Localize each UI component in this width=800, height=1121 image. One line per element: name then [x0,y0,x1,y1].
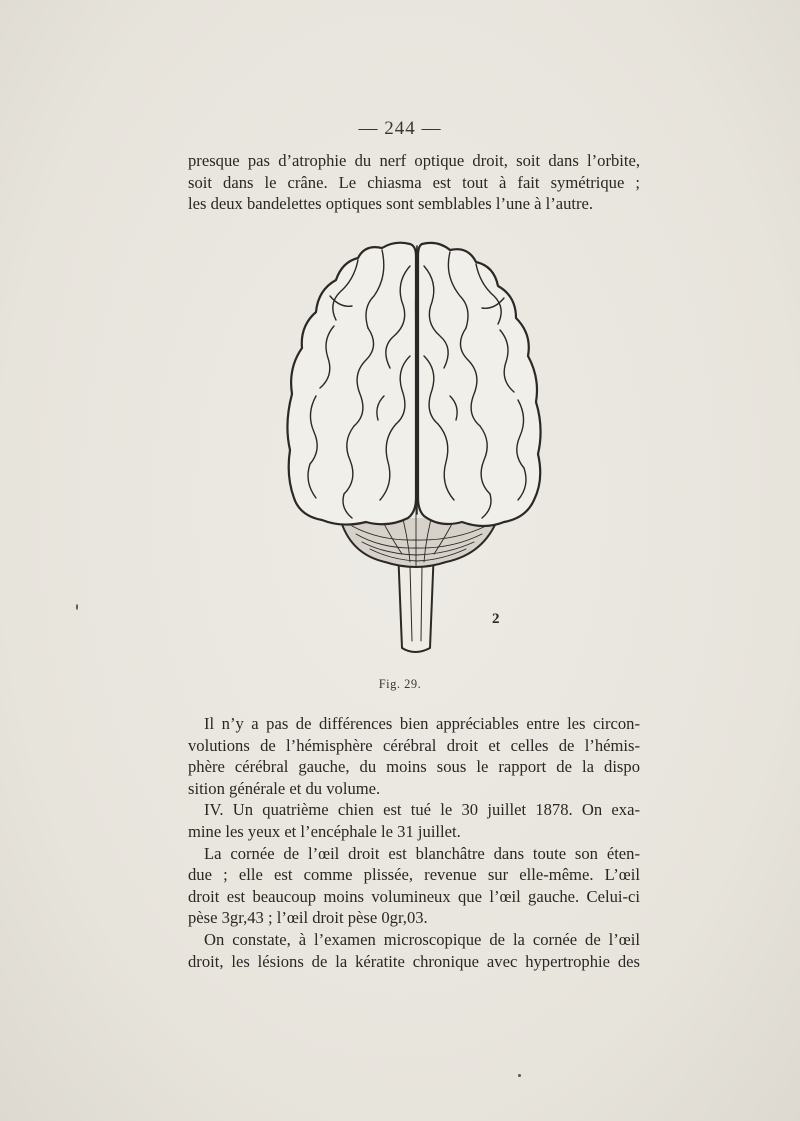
ink-speck [518,1074,521,1077]
paragraph [188,713,640,799]
text-line: On constate, à l’examen microscopique de la cornée de l’œil [204,929,640,949]
body-text [188,713,640,972]
text-line: IV. Un quatrième chien est tué le 30 juillet 1878. On exa- [204,800,640,820]
text-line: mine les yeux et l’encéphale le 31 juillet. [188,821,461,841]
text-line: pèse 3gr,43 ; l’œil droit pèse 0gr,03. [188,908,428,928]
page-number: — 244 — [358,118,442,139]
text-line: presque pas d’atrophie du nerf optique droit, soit dans l’orbite, [188,151,640,170]
figure-caption: Fig. 29. [378,677,422,691]
brain-figure [270,236,560,666]
paragraph [188,799,640,842]
text-line: phère cérébral gauche, du moins sous le rapport de la dispo [188,757,640,777]
text-line: sition générale et du volume. [188,778,381,798]
text-line: soit dans le crâne. Le chiasma est tout à fait symétrique ; [188,172,640,192]
text-line: La cornée de l’œil droit est blanchâtre dans toute son éten- [204,843,640,863]
ink-speck [76,604,78,610]
text-line: volutions de l’hémisphère cérébral droit et celles de l’hémis- [188,735,640,755]
text-line: droit est beaucoup moins volumineux que l’œil gauche. Celui-ci [188,886,640,906]
figure-number: 2 [492,611,500,627]
text-line: droit, les lésions de la kératite chronique avec hypertrophie des [188,951,640,971]
paragraph [188,843,640,929]
text-line: due ; elle est comme plissée, revenue sur elle-même. L’œil [188,865,640,885]
paragraph [188,929,640,972]
brain-illustration-icon [270,236,560,666]
text-line: Il n’y a pas de différences bien appréciables entre les circon- [204,714,640,733]
top-paragraph [188,150,640,215]
text-line: les deux bandelettes optiques sont semblables l’une à l’autre. [188,194,594,214]
